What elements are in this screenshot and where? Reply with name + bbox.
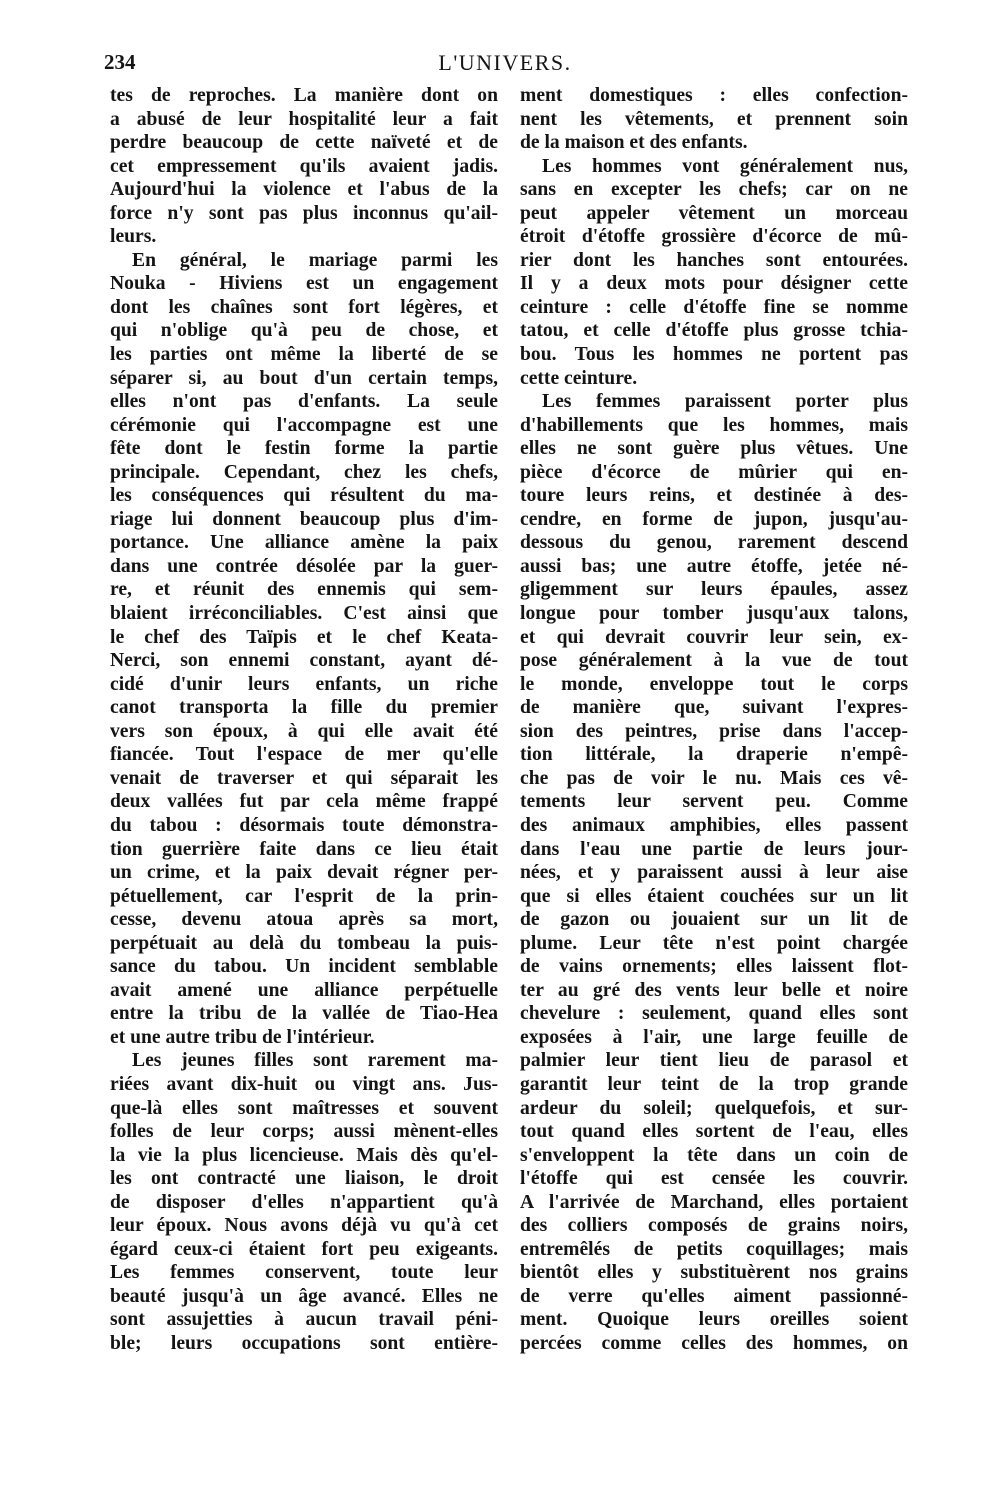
text-line: leurs. bbox=[110, 226, 157, 248]
text-line: leur époux. Nous avons déjà vu qu'à cet bbox=[110, 1215, 498, 1237]
text-line: gligemment sur leurs épaules, assez bbox=[520, 579, 908, 601]
text-line: tements leur servent peu. Comme bbox=[520, 791, 908, 813]
text-line: aussi bas; une autre étoffe, jetée né- bbox=[520, 555, 908, 577]
text-line: bou. Tous les hommes ne portent pas bbox=[520, 344, 908, 366]
paragraph bbox=[110, 84, 498, 249]
text-line: force n'y sont pas plus inconnus qu'ail- bbox=[110, 202, 498, 224]
text-line: cérémonie qui l'accompagne est une bbox=[110, 414, 498, 436]
text-line: tes de reproches. La manière dont on bbox=[110, 85, 498, 106]
text-line: les conséquences qui résultent du ma- bbox=[110, 485, 498, 507]
text-line: fête dont le festin forme la partie bbox=[110, 438, 498, 460]
text-line: ment domestiques : elles confection- bbox=[520, 85, 908, 106]
text-line: les parties ont même la liberté de se bbox=[110, 344, 498, 366]
text-line: A l'arrivée de Marchand, elles portaient bbox=[520, 1191, 908, 1213]
text-line: pose généralement à la vue de tout bbox=[520, 650, 908, 672]
text-line: l'étoffe qui est censée les couvrir. bbox=[520, 1168, 908, 1190]
text-line: cendre, en forme de jupon, jusqu'au- bbox=[520, 508, 908, 530]
text-line: les ont contracté une liaison, le droit bbox=[110, 1168, 498, 1190]
text-line: toure leurs reins, et destinée à des- bbox=[520, 485, 908, 507]
text-line: sance du tabou. Un incident semblable bbox=[110, 956, 498, 978]
text-line: cet empressement qu'ils avaient jadis. bbox=[110, 155, 498, 177]
text-line: des animaux amphibies, elles passent bbox=[520, 814, 908, 836]
text-line: ceinture : celle d'étoffe fine se nomme bbox=[520, 296, 908, 318]
text-line: que si elles étaient couchées sur un lit bbox=[520, 885, 908, 907]
paragraph bbox=[520, 84, 908, 155]
text-line: chevelure : seulement, quand elles sont bbox=[520, 1003, 908, 1025]
text-line: cesse, devenu atoua après sa mort, bbox=[110, 909, 498, 931]
text-line: pétuellement, car l'esprit de la prin- bbox=[110, 885, 498, 907]
text-line: qui n'oblige qu'à peu de chose, et bbox=[110, 320, 498, 342]
text-line: de vains ornements; elles laissent flot- bbox=[520, 956, 908, 978]
text-line: a abusé de leur hospitalité leur a fait bbox=[110, 108, 498, 130]
text-line: sion des peintres, prise dans l'accep- bbox=[520, 720, 908, 742]
text-line: Aujourd'hui la violence et l'abus de la bbox=[110, 179, 498, 201]
text-line: perdre beaucoup de cette naïveté et de bbox=[110, 132, 498, 154]
text-line: dans une contrée désolée par la guer- bbox=[110, 555, 498, 577]
text-line: blaient irréconciliables. C'est ainsi que bbox=[110, 603, 498, 625]
text-line: de verre qu'elles aiment passionné- bbox=[520, 1285, 908, 1307]
text-line: perpétuait au delà du tombeau la puis- bbox=[110, 932, 498, 954]
text-line: palmier leur tient lieu de parasol et bbox=[520, 1050, 908, 1072]
text-line: portance. Une alliance amène la paix bbox=[110, 532, 498, 554]
text-line: cidé d'unir leurs enfants, un riche bbox=[110, 673, 498, 695]
text-line: bientôt elles y substituèrent nos grains bbox=[520, 1262, 908, 1284]
text-line: principale. Cependant, chez les chefs, bbox=[110, 461, 498, 483]
text-line: ble; leurs occupations sont entière- bbox=[110, 1332, 498, 1354]
text-line: pièce d'écorce de mûrier qui en- bbox=[520, 461, 908, 483]
text-line: dont les chaînes sont fort légères, et bbox=[110, 296, 498, 318]
text-line: re, et réunit des ennemis qui sem- bbox=[110, 579, 498, 601]
text-line: nent les vêtements, et prennent soin bbox=[520, 108, 908, 130]
text-line: un crime, et la paix devait régner per- bbox=[110, 862, 498, 884]
text-line: longue pour tomber jusqu'aux talons, bbox=[520, 603, 908, 625]
left-column bbox=[110, 84, 498, 1356]
text-line: riées avant dix-huit ou vingt ans. Jus- bbox=[110, 1073, 498, 1095]
right-column bbox=[520, 84, 908, 1356]
text-line: tion littérale, la draperie n'empê- bbox=[520, 744, 908, 766]
text-line: et qui devrait couvrir leur sein, ex- bbox=[520, 626, 908, 648]
text-line: de disposer d'elles n'appartient qu'à bbox=[110, 1191, 498, 1213]
running-title: L'UNIVERS. bbox=[438, 50, 572, 75]
text-line: séparer si, au bout d'un certain temps, bbox=[110, 367, 498, 389]
text-line: le monde, enveloppe tout le corps bbox=[520, 673, 908, 695]
text-line: sont assujetties à aucun travail péni- bbox=[110, 1309, 498, 1331]
page-number: 234 bbox=[104, 50, 136, 74]
text-line: rier dont les hanches sont entourées. bbox=[520, 249, 908, 271]
text-line: Nerci, son ennemi constant, ayant dé- bbox=[110, 650, 498, 672]
text-line: garantit leur teint de la trop grande bbox=[520, 1073, 908, 1095]
text-line: d'habillements que les hommes, mais bbox=[520, 414, 908, 436]
text-line: riage lui donnent beaucoup plus d'im- bbox=[110, 508, 498, 530]
text-line: beauté jusqu'à un âge avancé. Elles ne bbox=[110, 1285, 498, 1307]
text-line: ter au gré des vents leur belle et noire bbox=[520, 979, 908, 1001]
text-line: ardeur du soleil; quelquefois, et sur- bbox=[520, 1097, 908, 1119]
text-line: Les jeunes filles sont rarement ma- bbox=[132, 1050, 498, 1072]
text-line: che pas de voir le nu. Mais ces vê- bbox=[520, 767, 908, 789]
text-line: peut appeler vêtement un morceau bbox=[520, 202, 908, 224]
text-line: dans l'eau une partie de leurs jour- bbox=[520, 838, 908, 860]
text-line: sans en excepter les chefs; car on ne bbox=[520, 179, 908, 201]
text-line: Les femmes paraissent porter plus bbox=[542, 391, 908, 413]
text-line: folles de leur corps; aussi mènent-elles bbox=[110, 1121, 498, 1143]
text-line: En général, le mariage parmi les bbox=[132, 249, 498, 271]
text-line: la vie la plus licencieuse. Mais dès qu'el- bbox=[110, 1144, 498, 1166]
text-line: tout quand elles sortent de l'eau, elles bbox=[520, 1121, 908, 1143]
text-line: venait de traverser et qui séparait les bbox=[110, 767, 498, 789]
paragraph bbox=[520, 155, 908, 390]
paragraph bbox=[110, 1049, 498, 1355]
text-line: ment. Quoique leurs oreilles soient bbox=[520, 1309, 908, 1331]
text-line: des colliers composés de grains noirs, bbox=[520, 1215, 908, 1237]
text-line: Nouka - Hiviens est un engagement bbox=[110, 273, 498, 295]
text-line: dessous du genou, rarement descend bbox=[520, 532, 908, 554]
text-line: avait amené une alliance perpétuelle bbox=[110, 979, 498, 1001]
text-line: de manière que, suivant l'expres- bbox=[520, 697, 908, 719]
text-line: elles n'ont pas d'enfants. La seule bbox=[110, 391, 498, 413]
text-line: s'enveloppent la tête dans un coin de bbox=[520, 1144, 908, 1166]
text-line: fiancée. Tout l'espace de mer qu'elle bbox=[110, 744, 498, 766]
text-line: entre la tribu de la vallée de Tiao-Hea bbox=[110, 1003, 498, 1025]
text-line: Les hommes vont généralement nus, bbox=[542, 155, 908, 177]
paragraph bbox=[520, 390, 908, 1355]
text-line: exposées à l'air, une large feuille de bbox=[520, 1026, 908, 1048]
text-line: plume. Leur tête n'est point chargée bbox=[520, 932, 908, 954]
text-line: que-là elles sont maîtresses et souvent bbox=[110, 1097, 498, 1119]
text-line: deux vallées fut par cela même frappé bbox=[110, 791, 498, 813]
text-line: du tabou : désormais toute démonstra- bbox=[110, 814, 498, 836]
text-line: percées comme celles des hommes, on bbox=[520, 1332, 908, 1354]
text-line: et une autre tribu de l'intérieur. bbox=[110, 1026, 375, 1048]
text-line: égard ceux-ci étaient fort peu exigeants. bbox=[110, 1238, 498, 1260]
text-line: étroit d'étoffe grossière d'écorce de mû- bbox=[520, 226, 908, 248]
text-line: le chef des Taïpis et le chef Keata- bbox=[110, 626, 498, 648]
text-line: tion guerrière faite dans ce lieu était bbox=[110, 838, 498, 860]
text-line: Il y a deux mots pour désigner cette bbox=[520, 273, 908, 295]
text-line: nées, et y paraissent aussi à leur aise bbox=[520, 862, 908, 884]
text-line: Les femmes conservent, toute leur bbox=[110, 1262, 498, 1284]
text-line: tatou, et celle d'étoffe plus grosse tchia- bbox=[520, 320, 908, 342]
text-line: elles ne sont guère plus vêtues. Une bbox=[520, 438, 908, 460]
text-line: entremêlés de petits coquillages; mais bbox=[520, 1238, 908, 1260]
text-line: de la maison et des enfants. bbox=[520, 132, 748, 154]
text-line: de gazon ou jouaient sur un lit de bbox=[520, 909, 908, 931]
paragraph bbox=[110, 249, 498, 1050]
text-line: cette ceinture. bbox=[520, 367, 638, 389]
text-line: canot transporta la fille du premier bbox=[110, 697, 498, 719]
text-line: vers son époux, à qui elle avait été bbox=[110, 720, 498, 742]
